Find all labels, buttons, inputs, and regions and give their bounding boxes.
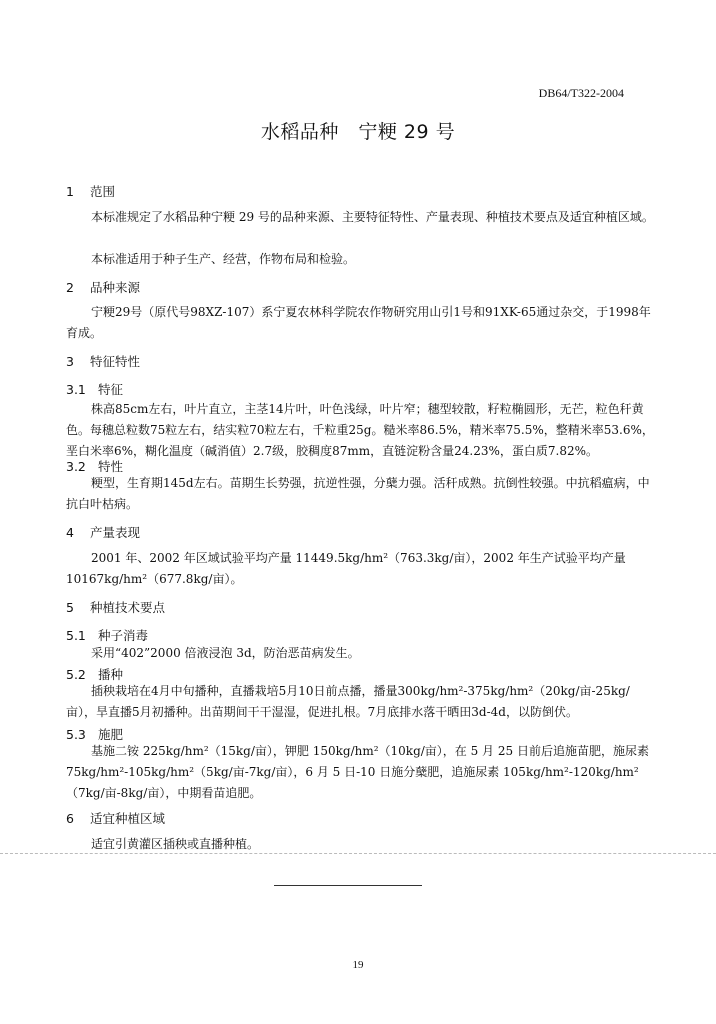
section-3-2-paragraph: 粳型，生育期145d左右。苗期生长势强，抗逆性强，分蘖力强。活秆成熟。抗倒性较强。中抗稻瘟病，中抗白叶枯病。 (66, 476, 650, 511)
section-4-paragraph: 2001 年、2002 年区域试验平均产量 11449.5kg/hm²（763.3kg/亩），2002 年生产试验平均产量10167kg/hm²（677.8kg/亩）。 (66, 551, 626, 586)
section-5-2-paragraph: 插秧栽培在4月中旬播种，直播栽培5月10日前点播，播量300kg/hm²-375kg/hm²（20kg/亩-25kg/亩），旱直播5月初播种。出苗期间干干湿湿，促进扎根。7月底排水落干晒田3d-4d，以防倒伏。 (66, 684, 630, 719)
section-3-1-paragraph: 株高85cm左右，叶片直立，主茎14片叶，叶色浅绿，叶片窄；穗型较散，籽粒椭圆形，无芒，粒色秆黄色。每穗总粒数75粒左右，结实粒70粒左右，千粒重25g。糙米率86.5%，精米率75.5%，整精米率53.6%，垩白米率6%，糊化温度（碱消值）2.7级，胶稠度87mm，直链淀粉含量24.23%，蛋白质7.82%。 (66, 402, 654, 458)
section-5-3-paragraph: 基施二铵 225kg/hm²（15kg/亩），钾肥 150kg/hm²（10kg/亩），在 5 月 25 日前后追施苗肥，施尿素75kg/hm²-105kg/hm²（5kg/亩-7kg/亩），6 月 5 日-10 日施分蘖肥，追施尿素 105kg/hm²-120kg/hm²（7kg/亩-8kg/亩），中期看苗追肥。 (66, 744, 649, 800)
section-2-heading: 2 品种来源 (66, 280, 141, 295)
page-title: 水稻品种 宁粳 29 号 (260, 121, 456, 143)
section-3-1-heading: 3.1 特征 (66, 382, 124, 397)
document-number: DB64/T322-2004 (538, 86, 624, 100)
section-2-paragraph: 宁粳29号（原代号98XZ-107）系宁夏农林科学院农作物研究用山引1号和91XK-65通过杂交，于1998年育成。 (66, 305, 651, 340)
section-5-1-heading: 5.1 种子消毒 (66, 628, 149, 643)
section-3-heading: 3 特征特性 (66, 354, 141, 369)
section-5-heading: 5 种植技术要点 (66, 600, 166, 615)
section-1-heading: 1 范围 (66, 184, 116, 199)
scan-artifact-line (0, 853, 716, 854)
section-5-2-heading: 5.2 播种 (66, 667, 124, 682)
section-4-heading: 4 产量表现 (66, 525, 141, 540)
page-number: 19 (352, 959, 364, 971)
section-5-1-paragraph: 采用“402”2000 倍液浸泡 3d，防治恶苗病发生。 (91, 646, 360, 660)
section-5-3-heading: 5.3 施肥 (66, 727, 124, 742)
section-1-paragraph-2: 本标准适用于种子生产、经营，作物布局和检验。 (91, 252, 356, 266)
section-1-paragraph-1: 本标准规定了水稻品种宁粳 29 号的品种来源、主要特征特性、产量表现、种植技术要点及适宜种植区域。 (91, 210, 654, 224)
section-6-heading: 6 适宜种植区域 (66, 811, 166, 826)
end-rule (274, 885, 422, 886)
section-6-paragraph: 适宜引黄灌区插秧或直播种植。 (91, 837, 260, 851)
section-3-2-heading: 3.2 特性 (66, 459, 124, 474)
